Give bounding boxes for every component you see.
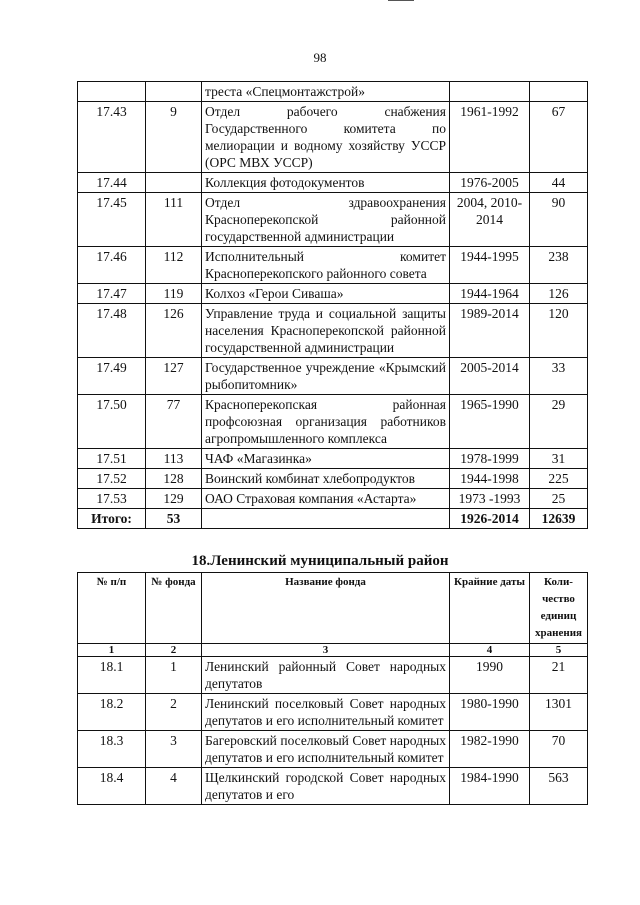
page-number: 98	[313, 50, 327, 65]
table-row	[78, 304, 588, 358]
table-row	[78, 102, 588, 173]
row-number: 17.51	[78, 449, 146, 469]
fund-number: 113	[146, 449, 202, 469]
table-row	[78, 173, 588, 193]
fund-number: 2	[146, 694, 202, 731]
date-range: 1944-1998	[450, 469, 530, 489]
fund-name: треста «Спецмонтажстрой»	[202, 82, 450, 102]
storage-units: 563	[530, 768, 588, 805]
date-range: 1978-1999	[450, 449, 530, 469]
table-row	[78, 489, 588, 509]
fund-number: 119	[146, 284, 202, 304]
row-number: 17.48	[78, 304, 146, 358]
fund-name: Коллекция фотодокументов	[202, 173, 450, 193]
fund-number: 111	[146, 193, 202, 247]
storage-units: 126	[530, 284, 588, 304]
fund-name: ОАО Страховая компания «Астарта»	[202, 489, 450, 509]
date-range: 1973 -1993	[450, 489, 530, 509]
storage-units: 67	[530, 102, 588, 173]
total-label: Итого:	[78, 509, 146, 529]
column-number: 4	[450, 644, 530, 657]
date-range: 2005-2014	[450, 358, 530, 395]
date-range: 1982-1990	[450, 731, 530, 768]
column-number: 5	[530, 644, 588, 657]
table-row	[78, 247, 588, 284]
storage-units: 21	[530, 657, 588, 694]
fund-name: Воинский комбинат хлебопродуктов	[202, 469, 450, 489]
date-range: 1965-1990	[450, 395, 530, 449]
storage-units: 238	[530, 247, 588, 284]
storage-units: 225	[530, 469, 588, 489]
table-row	[78, 768, 588, 805]
table-row	[78, 395, 588, 449]
column-number: 3	[202, 644, 450, 657]
fund-number: 126	[146, 304, 202, 358]
storage-units: 90	[530, 193, 588, 247]
fund-number: 4	[146, 768, 202, 805]
storage-units: 1301	[530, 694, 588, 731]
row-number: 17.49	[78, 358, 146, 395]
fund-number: 129	[146, 489, 202, 509]
fund-number: 112	[146, 247, 202, 284]
table-row	[78, 82, 588, 102]
header-number: № п/п	[78, 573, 146, 644]
table-row	[78, 449, 588, 469]
header-count: Коли-чество единиц хранения	[530, 573, 588, 644]
header-name: Название фонда	[202, 573, 450, 644]
date-range: 1944-1964	[450, 284, 530, 304]
storage-units: 25	[530, 489, 588, 509]
section-title: 18.Ленинский муниципальный район	[191, 553, 449, 569]
storage-units: 120	[530, 304, 588, 358]
row-number: 18.1	[78, 657, 146, 694]
fund-name: Отдел рабочего снабжения Государственного комитета по мелиорации и водному хозяйству УССР (ОРС МВХ УССР)	[202, 102, 450, 173]
fund-name: Ленинский районный Совет народных депутатов	[202, 657, 450, 694]
row-number: 18.4	[78, 768, 146, 805]
table-row	[78, 284, 588, 304]
row-number: 17.53	[78, 489, 146, 509]
fund-name: Отдел здравоохранения Красноперекопской районной государственной администрации	[202, 193, 450, 247]
date-range: 1989-2014	[450, 304, 530, 358]
table-row	[78, 657, 588, 694]
fund-name: ЧАФ «Магазинка»	[202, 449, 450, 469]
fund-name: Багеровский поселковый Совет народных депутатов и его исполнительный комитет	[202, 731, 450, 768]
date-range: 1984-1990	[450, 768, 530, 805]
storage-units: 31	[530, 449, 588, 469]
row-number: 17.50	[78, 395, 146, 449]
fund-number	[146, 82, 202, 102]
top-rule	[388, 0, 414, 1]
total-fund-count: 53	[146, 509, 202, 529]
table-row	[78, 694, 588, 731]
row-number: 17.47	[78, 284, 146, 304]
storage-units: 33	[530, 358, 588, 395]
row-number: 18.2	[78, 694, 146, 731]
column-number: 2	[146, 644, 202, 657]
fund-number: 77	[146, 395, 202, 449]
header-fund: № фонда	[146, 573, 202, 644]
total-units: 12639	[530, 509, 588, 529]
total-dates: 1926-2014	[450, 509, 530, 529]
row-number	[78, 82, 146, 102]
row-number: 18.3	[78, 731, 146, 768]
date-range: 1990	[450, 657, 530, 694]
date-range: 2004, 2010-2014	[450, 193, 530, 247]
header-row	[78, 573, 588, 644]
date-range: 1961-1992	[450, 102, 530, 173]
fund-name: Исполнительный комитет Красноперекопского районного совета	[202, 247, 450, 284]
column-number: 1	[78, 644, 146, 657]
total-empty	[202, 509, 450, 529]
storage-units: 44	[530, 173, 588, 193]
table-row	[78, 193, 588, 247]
column-numbers-row	[78, 644, 588, 657]
date-range: 1944-1995	[450, 247, 530, 284]
fund-name: Колхоз «Герои Сиваша»	[202, 284, 450, 304]
archive-table-18	[77, 572, 588, 805]
fund-number: 3	[146, 731, 202, 768]
row-number: 17.52	[78, 469, 146, 489]
row-number: 17.45	[78, 193, 146, 247]
date-range: 1976-2005	[450, 173, 530, 193]
table-row	[78, 358, 588, 395]
row-number: 17.44	[78, 173, 146, 193]
row-number: 17.43	[78, 102, 146, 173]
fund-number: 1	[146, 657, 202, 694]
fund-number: 127	[146, 358, 202, 395]
table-row	[78, 731, 588, 768]
fund-number	[146, 173, 202, 193]
fund-name: Государственное учреждение «Крымский рыбопитомник»	[202, 358, 450, 395]
fund-number: 128	[146, 469, 202, 489]
fund-number: 9	[146, 102, 202, 173]
header-dates: Крайние даты	[450, 573, 530, 644]
storage-units: 70	[530, 731, 588, 768]
table-row	[78, 469, 588, 489]
storage-units	[530, 82, 588, 102]
fund-name: Управление труда и социальной защиты населения Красноперекопской районной государственной администрации	[202, 304, 450, 358]
fund-name: Щелкинский городской Совет народных депутатов и его	[202, 768, 450, 805]
date-range	[450, 82, 530, 102]
row-number: 17.46	[78, 247, 146, 284]
archive-table-17	[77, 81, 588, 529]
storage-units: 29	[530, 395, 588, 449]
fund-name: Ленинский поселковый Совет народных депутатов и его исполнительный комитет	[202, 694, 450, 731]
fund-name: Красноперекопская районная профсоюзная организация работников агропромышленного комплекса	[202, 395, 450, 449]
date-range: 1980-1990	[450, 694, 530, 731]
total-row	[78, 509, 588, 529]
